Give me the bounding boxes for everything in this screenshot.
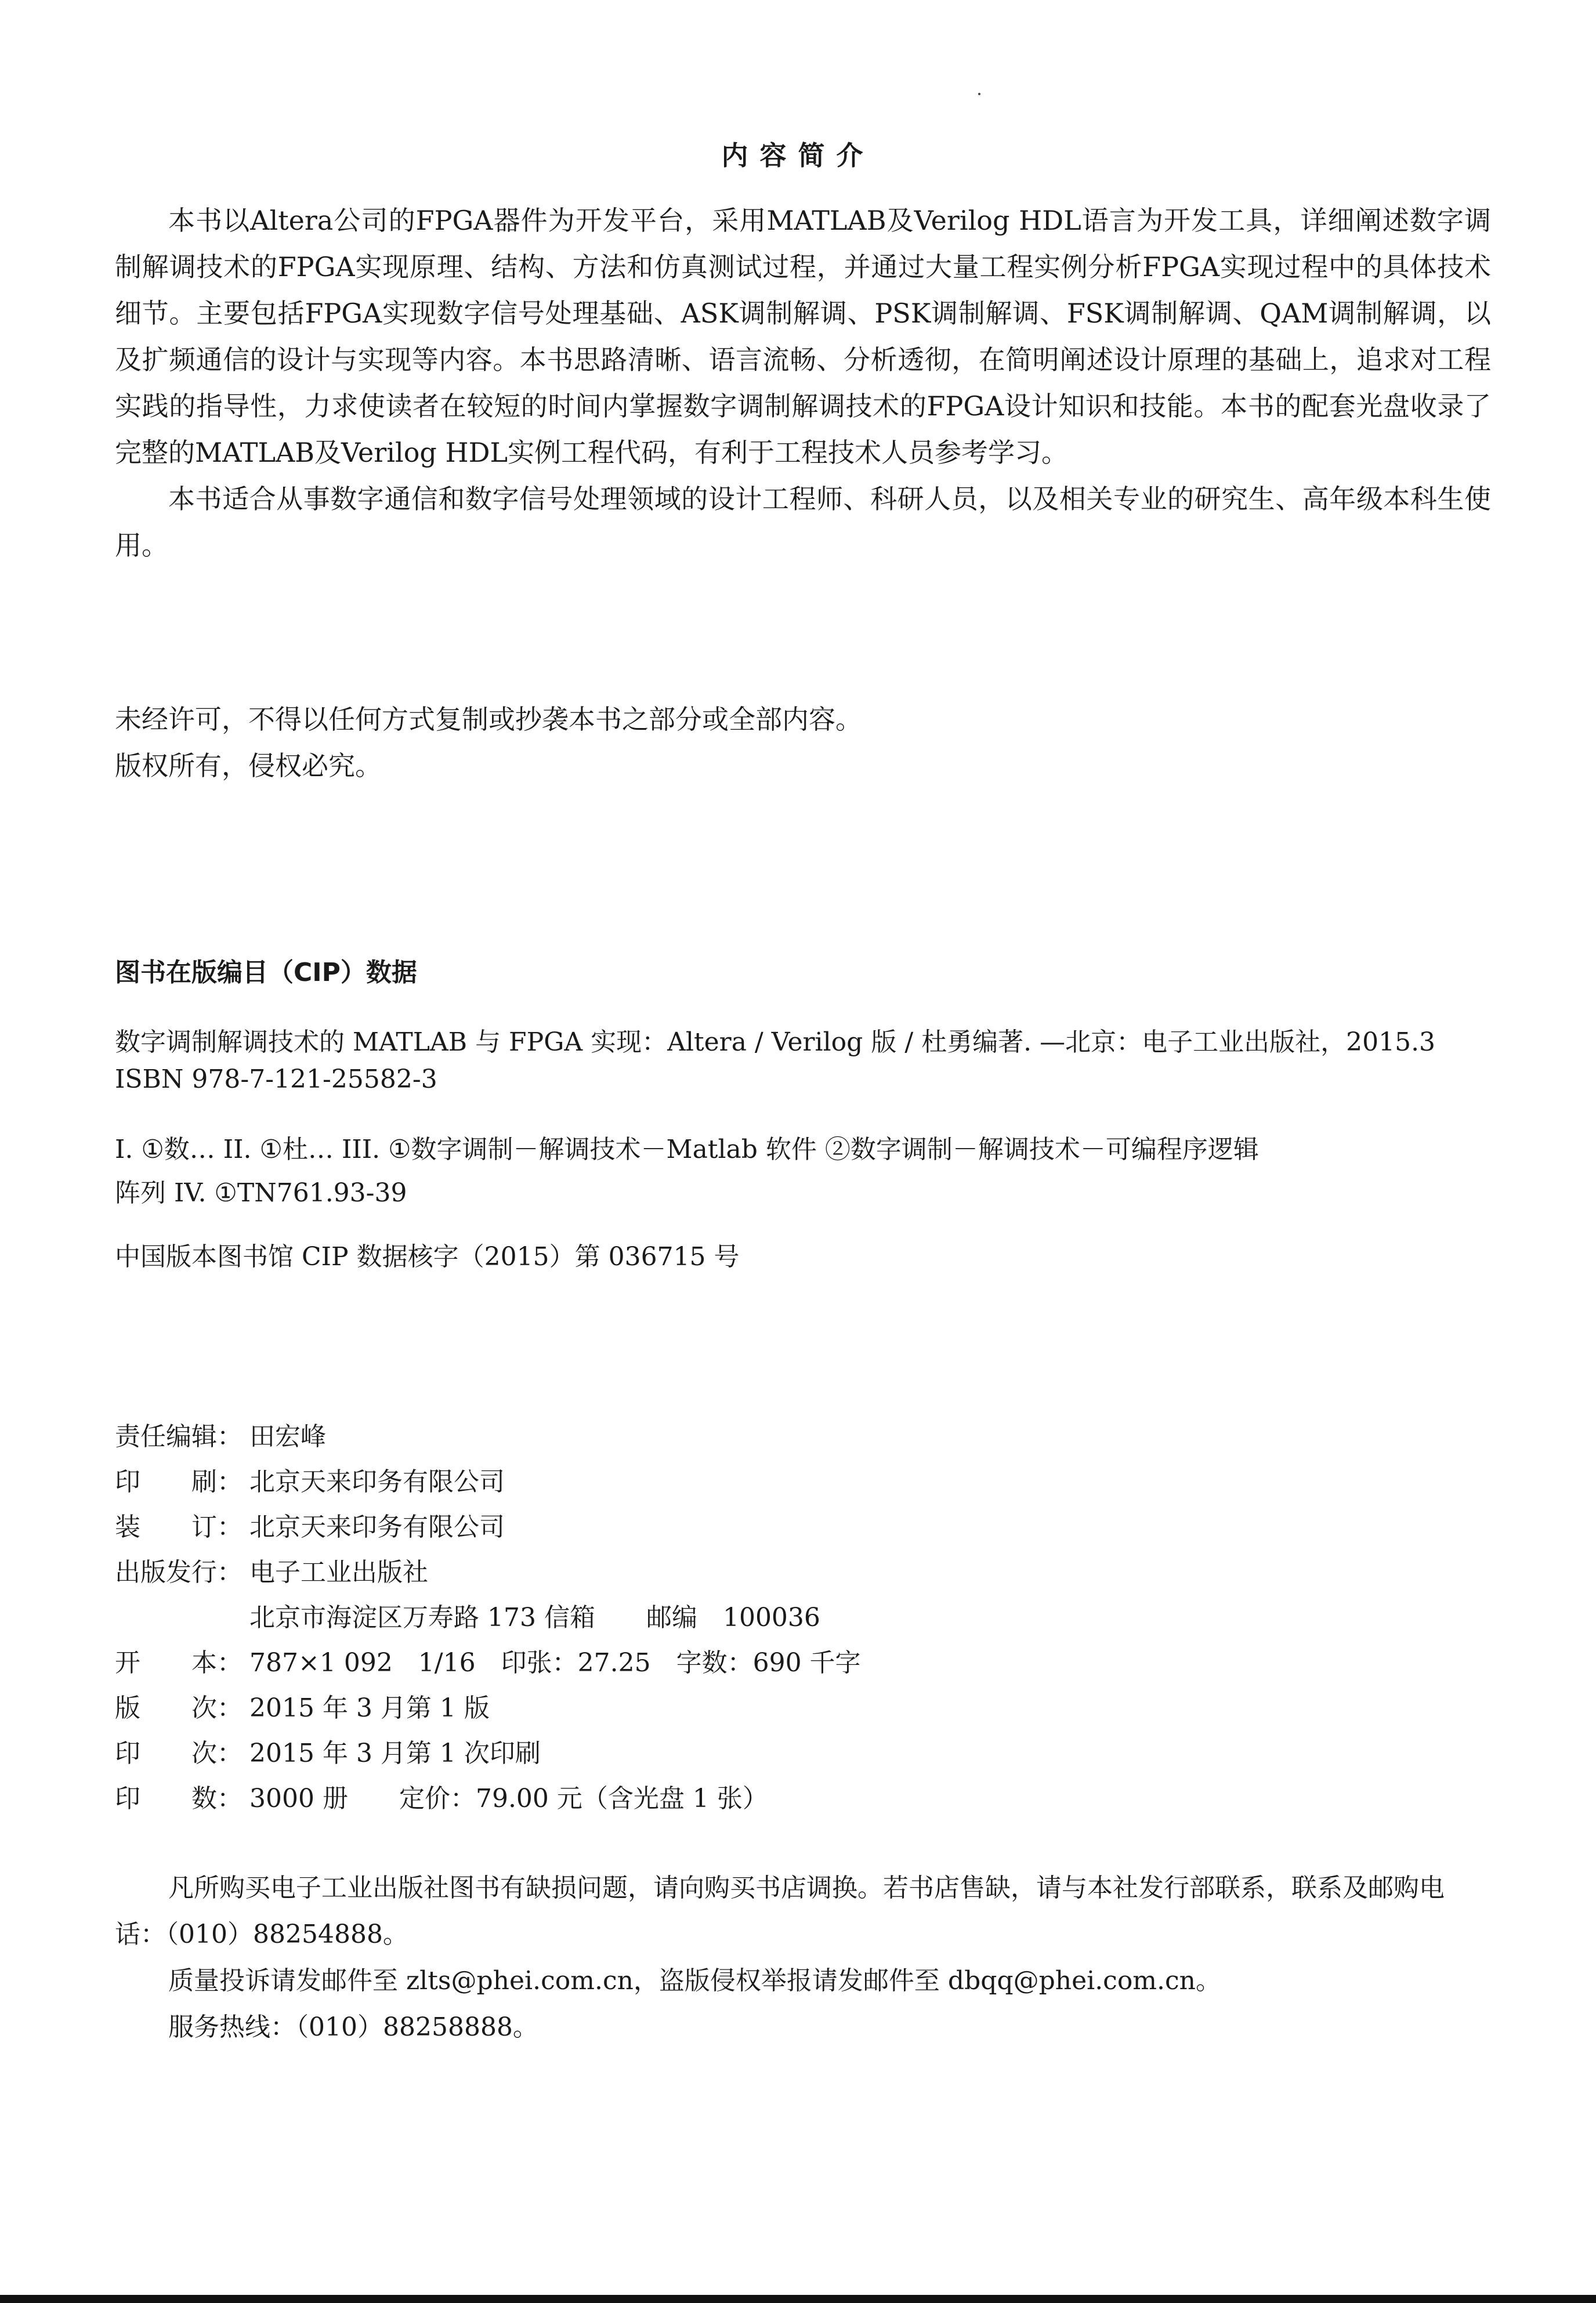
spec-label: 版 次： — [115, 1693, 243, 1723]
spec-format — [115, 1642, 861, 1679]
cip-title-line: 数字调制解调技术的 MATLAB 与 FPGA 实现：Altera / Verilog 版 / 杜勇编著. —北京：电子工业出版社，2015.3 — [115, 1027, 1436, 1057]
notice-section — [115, 1865, 1491, 2051]
spec-bind — [115, 1506, 505, 1543]
copyright-line-1: 未经许可，不得以任何方式复制或抄袭本书之部分或全部内容。 — [115, 704, 862, 735]
notice-paragraph-2: 质量投诉请发邮件至 zlts@phei.com.cn，盗版侵权举报请发邮件至 dbqq@phei.com.cn。 — [168, 1966, 1221, 1996]
spec-value: 北京天来印务有限公司 — [249, 1512, 505, 1542]
spec-value: 3000 册 定价：79.00 元（含光盘 1 张） — [249, 1784, 768, 1813]
spec-value: 2015 年 3 月第 1 版 — [249, 1693, 490, 1723]
spec-label: 印 刷： — [115, 1467, 243, 1497]
cip-isbn: ISBN 978-7-121-25582-3 — [115, 1064, 437, 1094]
spec-edition — [115, 1687, 490, 1724]
spec-value: 北京市海淀区万寿路 173 信箱 邮编 100036 — [249, 1603, 820, 1632]
cip-number: 中国版本图书馆 CIP 数据核字（2015）第 036715 号 — [115, 1242, 740, 1272]
spec-editor — [115, 1415, 326, 1453]
spec-label: 印 数： — [115, 1784, 243, 1813]
spec-label: 责任编辑： — [115, 1422, 243, 1451]
copyright-section — [115, 696, 1491, 789]
copyright-line-2: 版权所有，侵权必究。 — [115, 750, 382, 781]
spec-value: 北京天来印务有限公司 — [249, 1467, 505, 1497]
cip-heading: 图书在版编目（CIP）数据 — [115, 958, 417, 987]
page-title: 内容简介 — [721, 140, 875, 171]
spec-value: 田宏峰 — [249, 1422, 326, 1451]
summary-paragraph-1: 本书以Altera公司的FPGA器件为开发平台，采用MATLAB及Verilog HDL语言为开发工具，详细阐述数字调制解调技术的FPGA实现原理、结构、方法和仿真测试过程，并通过大量工程实例分析FPGA实现过程中的具体技术细节。主要包括FPGA实现数字信号处理基础、ASK调制解调、PSK调制解调、FSK调制解调、QAM调制解调，以及扩频通信的设计与实现等内容。本书思路清晰、语言流畅、分析透彻，在简明阐述设计原理的基础上，追求对工程实践的指导性，力求使读者在较短的时间内掌握数字调制解调技术的FPGA设计知识和技能。本书的配套光盘收录了完整的MATLAB及Verilog HDL实例工程代码，有利于工程技术人员参考学习。 — [115, 205, 1491, 468]
notice-paragraph-3: 服务热线：（010）88258888。 — [168, 2012, 538, 2042]
spec-value: 787×1 092 1/16 印张：27.25 字数：690 千字 — [249, 1648, 861, 1678]
spec-label: 装 订： — [115, 1512, 243, 1542]
notice-paragraph-1: 凡所购买电子工业出版社图书有缺损问题，请向购买书店调换。若书店售缺，请与本社发行部联系，联系及邮购电话：（010）88254888。 — [115, 1873, 1445, 1949]
spec-label: 开 本： — [115, 1648, 243, 1678]
spec-printing — [115, 1732, 541, 1769]
scan-speck — [978, 93, 980, 95]
spec-value: 电子工业出版社 — [249, 1558, 428, 1587]
spec-print — [115, 1461, 505, 1498]
spec-publisher — [115, 1551, 428, 1588]
spec-copies — [115, 1777, 768, 1815]
spec-address — [115, 1596, 820, 1634]
cip-classification-1: I. ①数… II. ①杜… III. ①数字调制－解调技术－Matlab 软件 ②数字调制－解调技术－可编程序逻辑 — [115, 1135, 1259, 1164]
spec-label: 出版发行： — [115, 1558, 243, 1587]
scan-bottom-edge — [0, 2295, 1596, 2303]
summary-section — [115, 197, 1491, 568]
spec-value: 2015 年 3 月第 1 次印刷 — [249, 1739, 541, 1768]
cip-classification-2: 阵列 IV. ①TN761.93-39 — [115, 1178, 407, 1208]
summary-paragraph-2: 本书适合从事数字通信和数字信号处理领域的设计工程师、科研人员，以及相关专业的研究生、高年级本科生使用。 — [115, 483, 1491, 561]
spec-label: 印 次： — [115, 1739, 243, 1768]
